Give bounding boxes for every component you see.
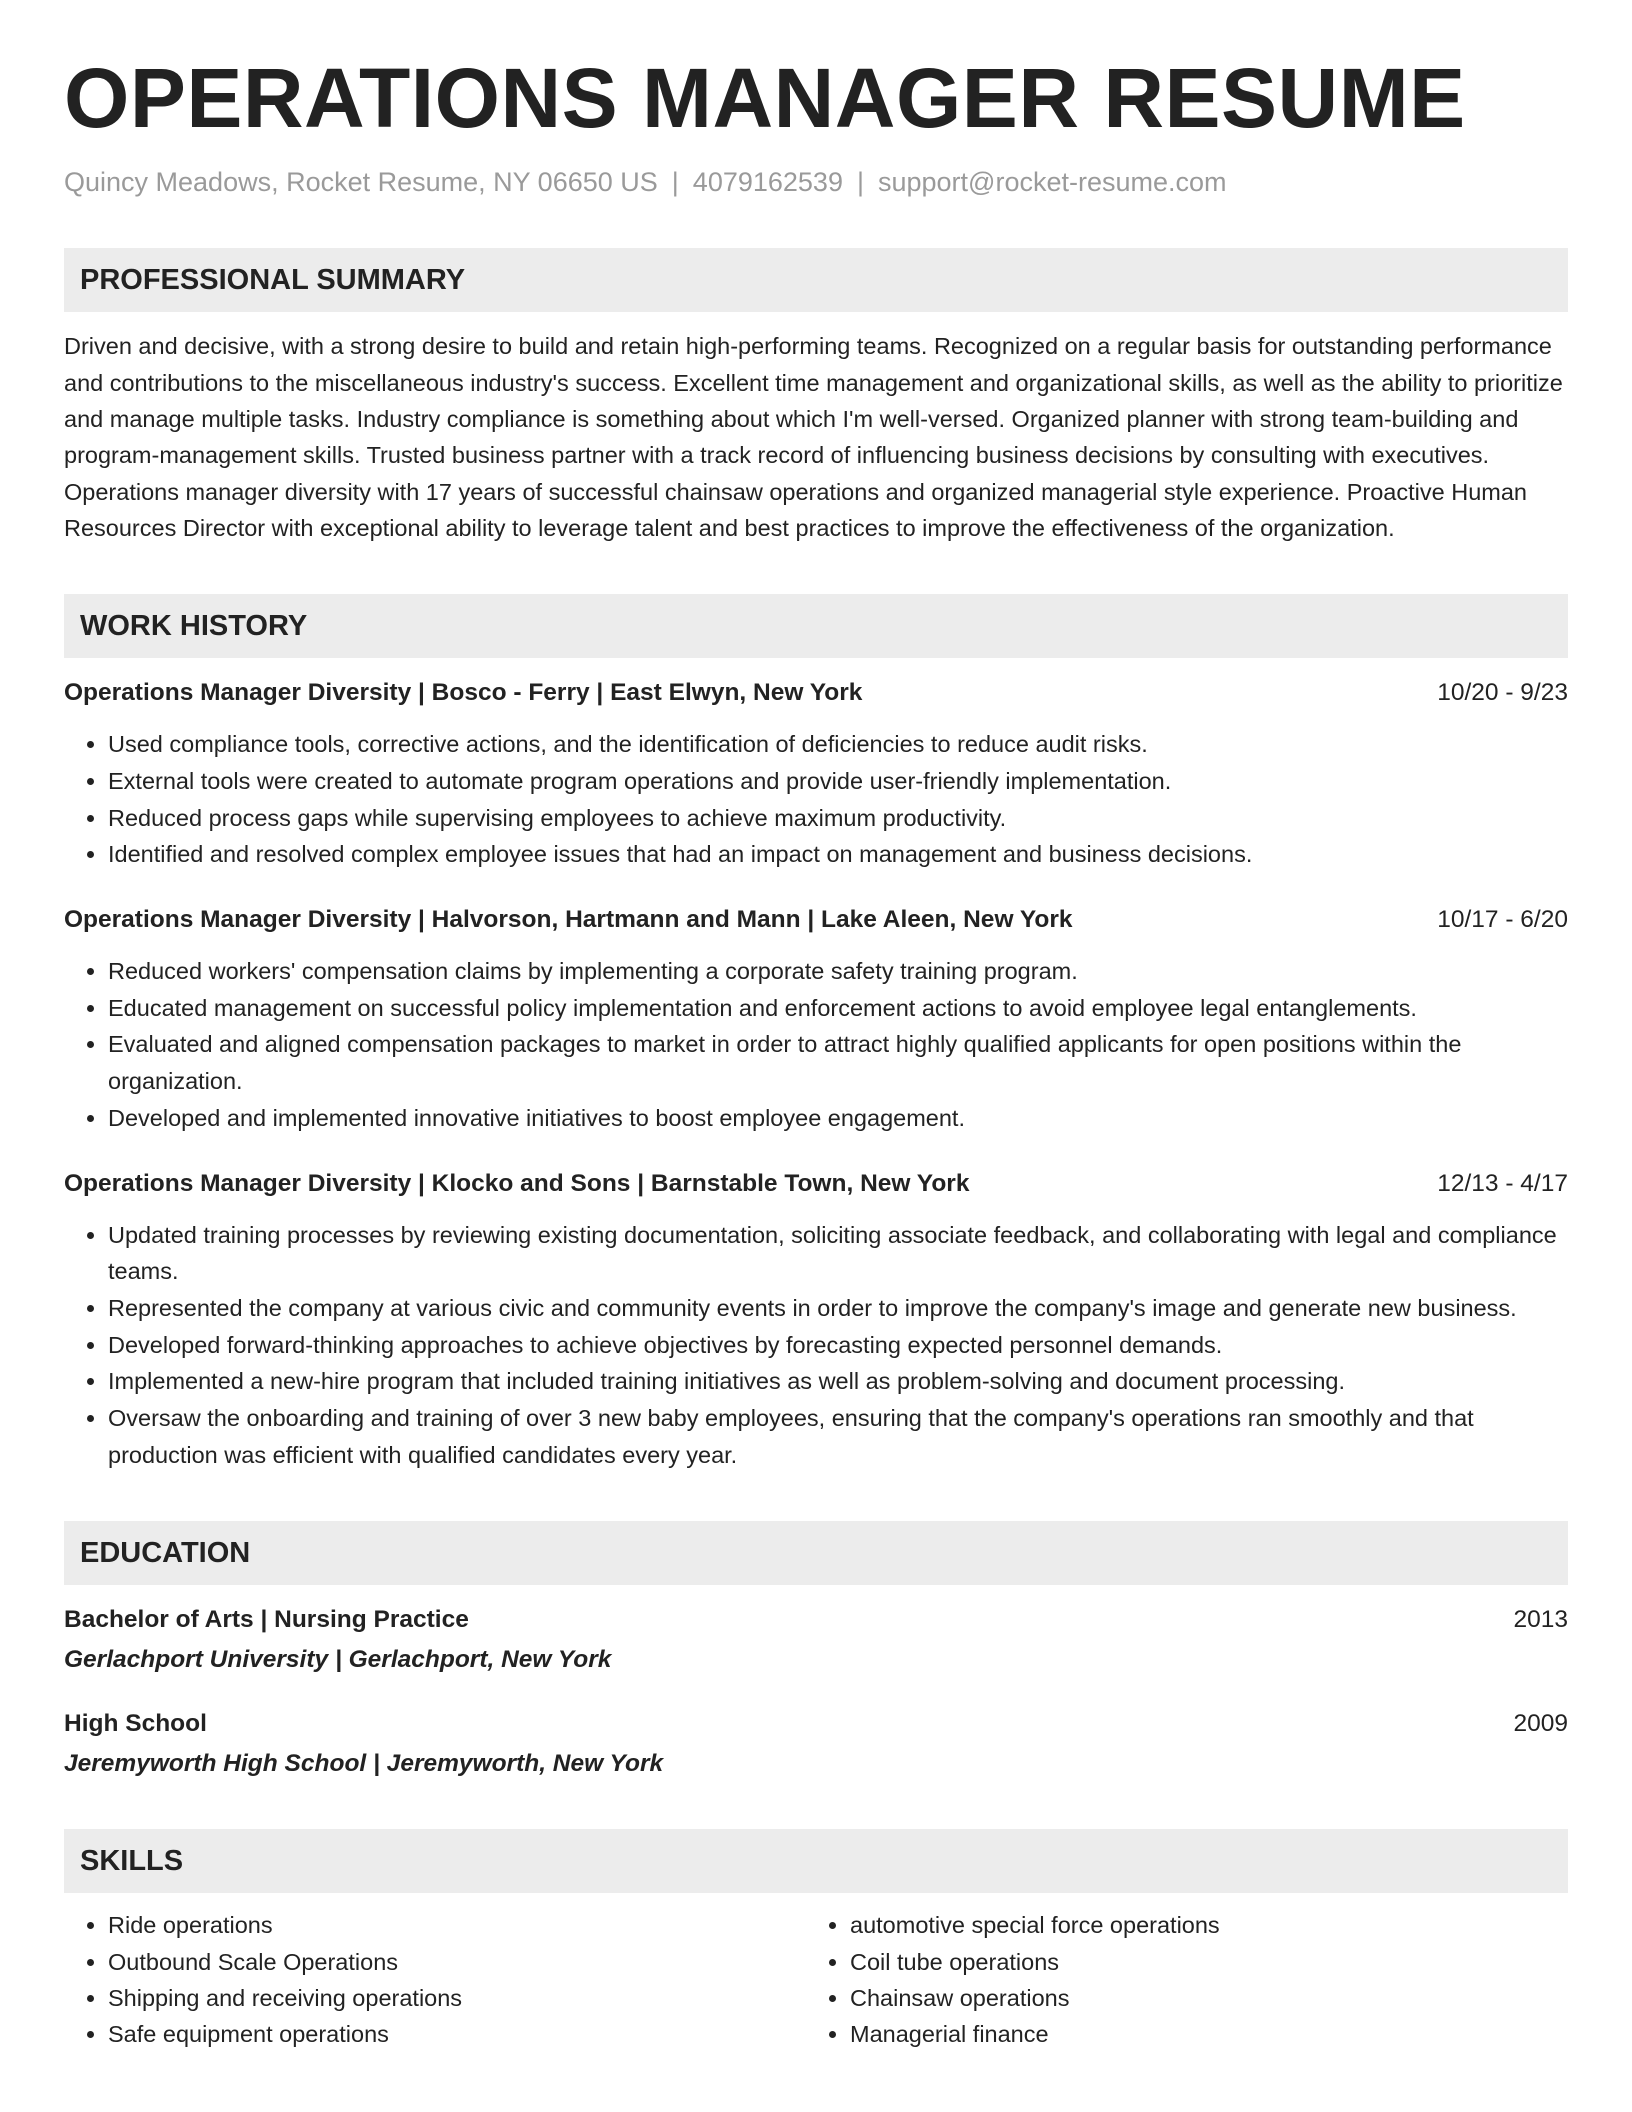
education-header bbox=[64, 1707, 1568, 1741]
work-history-heading: WORK HISTORY bbox=[64, 594, 1568, 658]
job-entry bbox=[64, 1167, 1568, 1474]
skill-item: • Shipping and receiving operations bbox=[108, 1980, 806, 2016]
education-degree: High School bbox=[64, 1710, 207, 1738]
skills-heading: SKILLS bbox=[64, 1829, 1568, 1893]
job-dates: 12/13 - 4/17 bbox=[1437, 1169, 1568, 1197]
contact-email: support@rocket-resume.com bbox=[877, 167, 1227, 197]
education-year: 2013 bbox=[1513, 1606, 1568, 1634]
job-bullet: • Educated management on successful policy implementation and enforcement actions to avoid employee legal entanglements. bbox=[108, 990, 1568, 1027]
job-bullet: • Reduced process gaps while supervising employees to achieve maximum productivity. bbox=[108, 800, 1568, 837]
job-bullet: • Reduced workers' compensation claims by implementing a corporate safety training program. bbox=[108, 953, 1568, 990]
education-year: 2009 bbox=[1513, 1710, 1568, 1738]
skill-item: • Outbound Scale Operations bbox=[108, 1944, 806, 1980]
education-entry bbox=[64, 1603, 1568, 1677]
contact-line bbox=[64, 166, 1568, 198]
job-title: Operations Manager Diversity | Halvorson, Hartmann and Mann | Lake Aleen, New York bbox=[64, 905, 1073, 933]
job-header bbox=[64, 1167, 1568, 1201]
job-bullet: • Evaluated and aligned compensation packages to market in order to attract highly qualified applicants for open positions within the organization. bbox=[108, 1026, 1568, 1099]
job-bullet: • Represented the company at various civic and community events in order to improve the company's image and generate new business. bbox=[108, 1290, 1568, 1327]
education-school: Jeremyworth High School | Jeremyworth, New York bbox=[64, 1750, 664, 1778]
education-school: Gerlachport University | Gerlachport, New York bbox=[64, 1646, 612, 1674]
job-title: Operations Manager Diversity | Bosco - Ferry | East Elwyn, New York bbox=[64, 679, 863, 707]
contact-address: Quincy Meadows, Rocket Resume, NY 06650 US bbox=[64, 167, 658, 197]
job-bullets bbox=[64, 726, 1568, 873]
job-header bbox=[64, 903, 1568, 937]
job-bullets bbox=[64, 1217, 1568, 1474]
job-bullet: • External tools were created to automate program operations and provide user-friendly implementation. bbox=[108, 763, 1568, 800]
education-entry bbox=[64, 1707, 1568, 1781]
job-bullets bbox=[64, 953, 1568, 1137]
resume-title: OPERATIONS MANAGER RESUME bbox=[64, 51, 1466, 145]
skills-column-left bbox=[64, 1907, 806, 2052]
skill-item: • automotive special force operations bbox=[850, 1907, 1548, 1943]
job-entry bbox=[64, 676, 1568, 873]
skill-item: • Managerial finance bbox=[850, 2016, 1548, 2052]
job-bullet: • Updated training processes by reviewing existing documentation, soliciting associate feedback, and collaborating with legal and compliance teams. bbox=[108, 1217, 1568, 1290]
job-header bbox=[64, 676, 1568, 710]
education-header bbox=[64, 1603, 1568, 1637]
job-bullet: • Oversaw the onboarding and training of over 3 new baby employees, ensuring that the company's operations ran smoothly and that production was efficient with qualified candidates every year. bbox=[108, 1400, 1568, 1473]
job-bullet: • Used compliance tools, corrective actions, and the identification of deficiencies to reduce audit risks. bbox=[108, 726, 1568, 763]
skill-item: • Chainsaw operations bbox=[850, 1980, 1548, 2016]
job-dates: 10/17 - 6/20 bbox=[1437, 905, 1568, 933]
contact-separator: | bbox=[856, 167, 864, 197]
job-bullet: • Identified and resolved complex employee issues that had an impact on management and business decisions. bbox=[108, 836, 1568, 873]
job-dates: 10/20 - 9/23 bbox=[1437, 679, 1568, 707]
contact-separator: | bbox=[671, 167, 679, 197]
skills-list bbox=[64, 1907, 1568, 2052]
summary-text: Driven and decisive, with a strong desire to build and retain high-performing teams. Recognized on a regular basis for outstanding performance and contributions to the miscellaneous industry's success. Excellent time management and organizational skills, as well as the ability to prioritize and manage multiple tasks. Industry compliance is something about which I'm well-versed. Organized planner with strong team-building and program-management skills. Trusted business partner with a track record of influencing business decisions by consulting with executives. Operations manager diversity with 17 years of successful chainsaw operations and organized managerial style experience. Proactive Human Resources Director with exceptional ability to leverage talent and best practices to improve the effectiveness of the organization. bbox=[64, 333, 1563, 541]
skills-column-right bbox=[806, 1907, 1548, 2052]
job-bullet: • Developed and implemented innovative initiatives to boost employee engagement. bbox=[108, 1100, 1568, 1137]
contact-phone: 4079162539 bbox=[692, 167, 843, 197]
skill-item: • Safe equipment operations bbox=[108, 2016, 806, 2052]
skill-item: • Ride operations bbox=[108, 1907, 806, 1943]
summary-heading: PROFESSIONAL SUMMARY bbox=[64, 248, 1568, 312]
education-degree: Bachelor of Arts | Nursing Practice bbox=[64, 1606, 469, 1634]
skill-item: • Coil tube operations bbox=[850, 1944, 1548, 1980]
job-entry bbox=[64, 903, 1568, 1137]
education-heading: EDUCATION bbox=[64, 1521, 1568, 1585]
job-bullet: • Developed forward-thinking approaches to achieve objectives by forecasting expected personnel demands. bbox=[108, 1327, 1568, 1364]
job-title: Operations Manager Diversity | Klocko and Sons | Barnstable Town, New York bbox=[64, 1169, 970, 1197]
job-bullet: • Implemented a new-hire program that included training initiatives as well as problem-solving and document processing. bbox=[108, 1363, 1568, 1400]
